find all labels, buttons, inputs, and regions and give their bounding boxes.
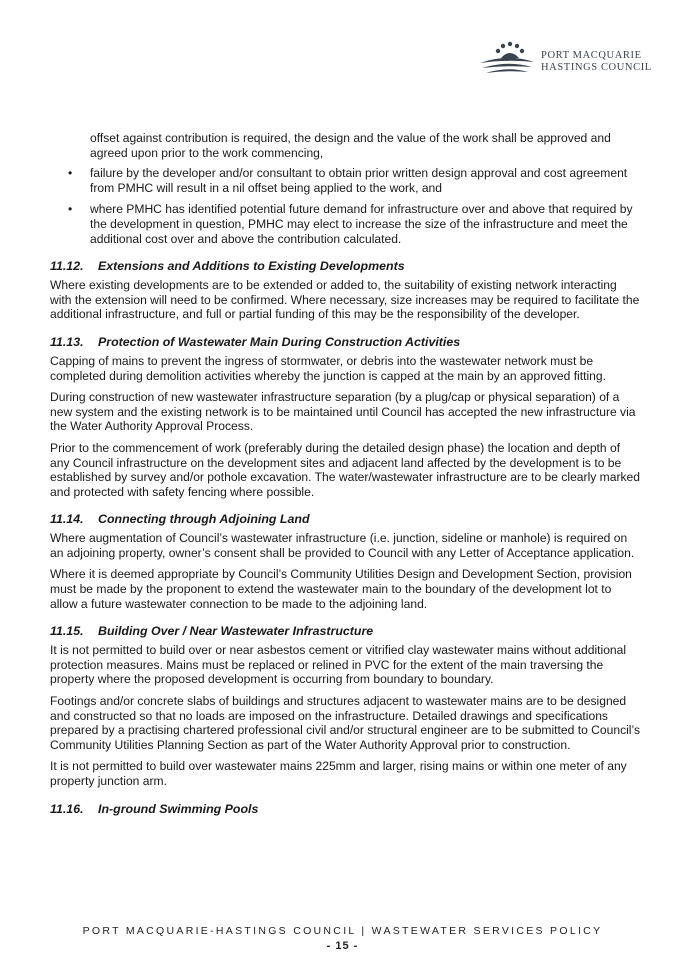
logo-line-1: PORT MACQUARIE xyxy=(541,50,642,61)
section-number: 11.16. xyxy=(50,801,84,816)
council-logo-icon xyxy=(478,38,536,78)
bullet-item xyxy=(50,166,640,195)
paragraph: Prior to the commencement of work (preferably during the detailed design phase) the location and depth of any Council infrastructure on the development sites and adjacent land affected by the development is to be established by survey and/or pothole excavation. The water/wastewater infrastructure are to be clearly marked and protected with safety fencing where possible. xyxy=(50,440,640,499)
section-number: 11.13. xyxy=(50,334,84,349)
paragraph: Where it is deemed appropriate by Council’s Community Utilities Design and Development Section, provision must be made by the proponent to extend the wastewater main to the boundary of the development lot to allow a future wastewater connection to be made to the adjoining land. xyxy=(50,567,632,611)
section-title: In-ground Swimming Pools xyxy=(98,801,259,816)
page-footer: PORT MACQUARIE-HASTINGS COUNCIL | WASTEWATER SERVICES POLICY xyxy=(82,925,603,937)
bullet-text: where PMHC has identified potential future demand for infrastructure over and above that required by the development in question, PMHC may elect to increase the size of the infrastructure and meet the additional cost over and above the contribution calculated. xyxy=(90,202,633,246)
bullet-text: failure by the developer and/or consultant to obtain prior written design approval and cost agreement from PMHC will result in a nil offset being applied to the work, and xyxy=(90,166,628,195)
logo-line-2: HASTINGS COUNCIL xyxy=(541,62,652,73)
continuation-paragraph: offset against contribution is required, the design and the value of the work shall be approved and agreed upon prior to the work commencing, xyxy=(90,131,611,160)
bullet-item xyxy=(50,202,640,246)
document-body xyxy=(50,131,640,821)
logo-text xyxy=(541,50,652,74)
section-heading-11-15 xyxy=(50,624,640,639)
paragraph: Footings and/or concrete slabs of buildings and structures adjacent to wastewater mains are to be designed and constructed so that no loads are imposed on the infrastructure. Detailed drawings and specifications prepared by a practising chartered professional civil and/or structural engineer are to be submitted to Council’s Community Utilities Planning Section as part of the Water Authority Approval prior to construction. xyxy=(50,694,641,752)
paragraph: Where existing developments are to be extended or added to, the suitability of existing network interacting with the extension will need to be confirmed. Where necessary, size increases may be required to facilitate the additional infrastructure, and full or partial funding of this may be the responsibility of the developer. xyxy=(50,278,640,322)
paragraph: Capping of mains to prevent the ingress of stormwater, or debris into the wastewater network must be completed during demolition activities whereby the junction is capped at the main by an approved fitting. xyxy=(50,353,606,383)
section-number: 11.15. xyxy=(50,624,84,639)
paragraph: Where augmentation of Council’s wastewater infrastructure (i.e. junction, sideline or manhole) is required on an adjoining property, owner’s consent shall be provided to Council with any Letter of Acceptance application. xyxy=(50,531,635,560)
section-heading-11-12 xyxy=(50,259,640,274)
paragraph: During construction of new wastewater infrastructure separation (by a plug/cap or physical separation) of a new system and the existing network is to be maintained until Council has accepted the new infrastructure via the Water Authority Approval Process. xyxy=(50,390,636,434)
bullet-icon: • xyxy=(68,166,73,181)
section-title: Connecting through Adjoining Land xyxy=(98,512,310,527)
section-heading-11-14 xyxy=(50,512,640,527)
section-title: Extensions and Additions to Existing Developments xyxy=(98,259,405,274)
council-logo xyxy=(478,38,658,78)
section-title: Protection of Wastewater Main During Construction Activities xyxy=(98,334,461,349)
paragraph: It is not permitted to build over or near asbestos cement or vitrified clay wastewater mains without additional protection measures. Mains must be replaced or relined in PVC for the extent of the main traversing the property where the proposed development is occurring from boundary to boundary. xyxy=(50,643,627,687)
bullet-icon: • xyxy=(68,202,73,217)
section-number: 11.14. xyxy=(50,512,84,527)
section-heading-11-16 xyxy=(50,802,640,817)
page-number: - 15 - xyxy=(326,940,359,952)
paragraph: It is not permitted to build over wastewater mains 225mm and larger, rising mains or within one meter of any property junction arm. xyxy=(50,759,627,788)
section-heading-11-13 xyxy=(50,335,640,350)
section-title: Building Over / Near Wastewater Infrastructure xyxy=(98,624,374,639)
section-number: 11.12. xyxy=(50,259,84,274)
